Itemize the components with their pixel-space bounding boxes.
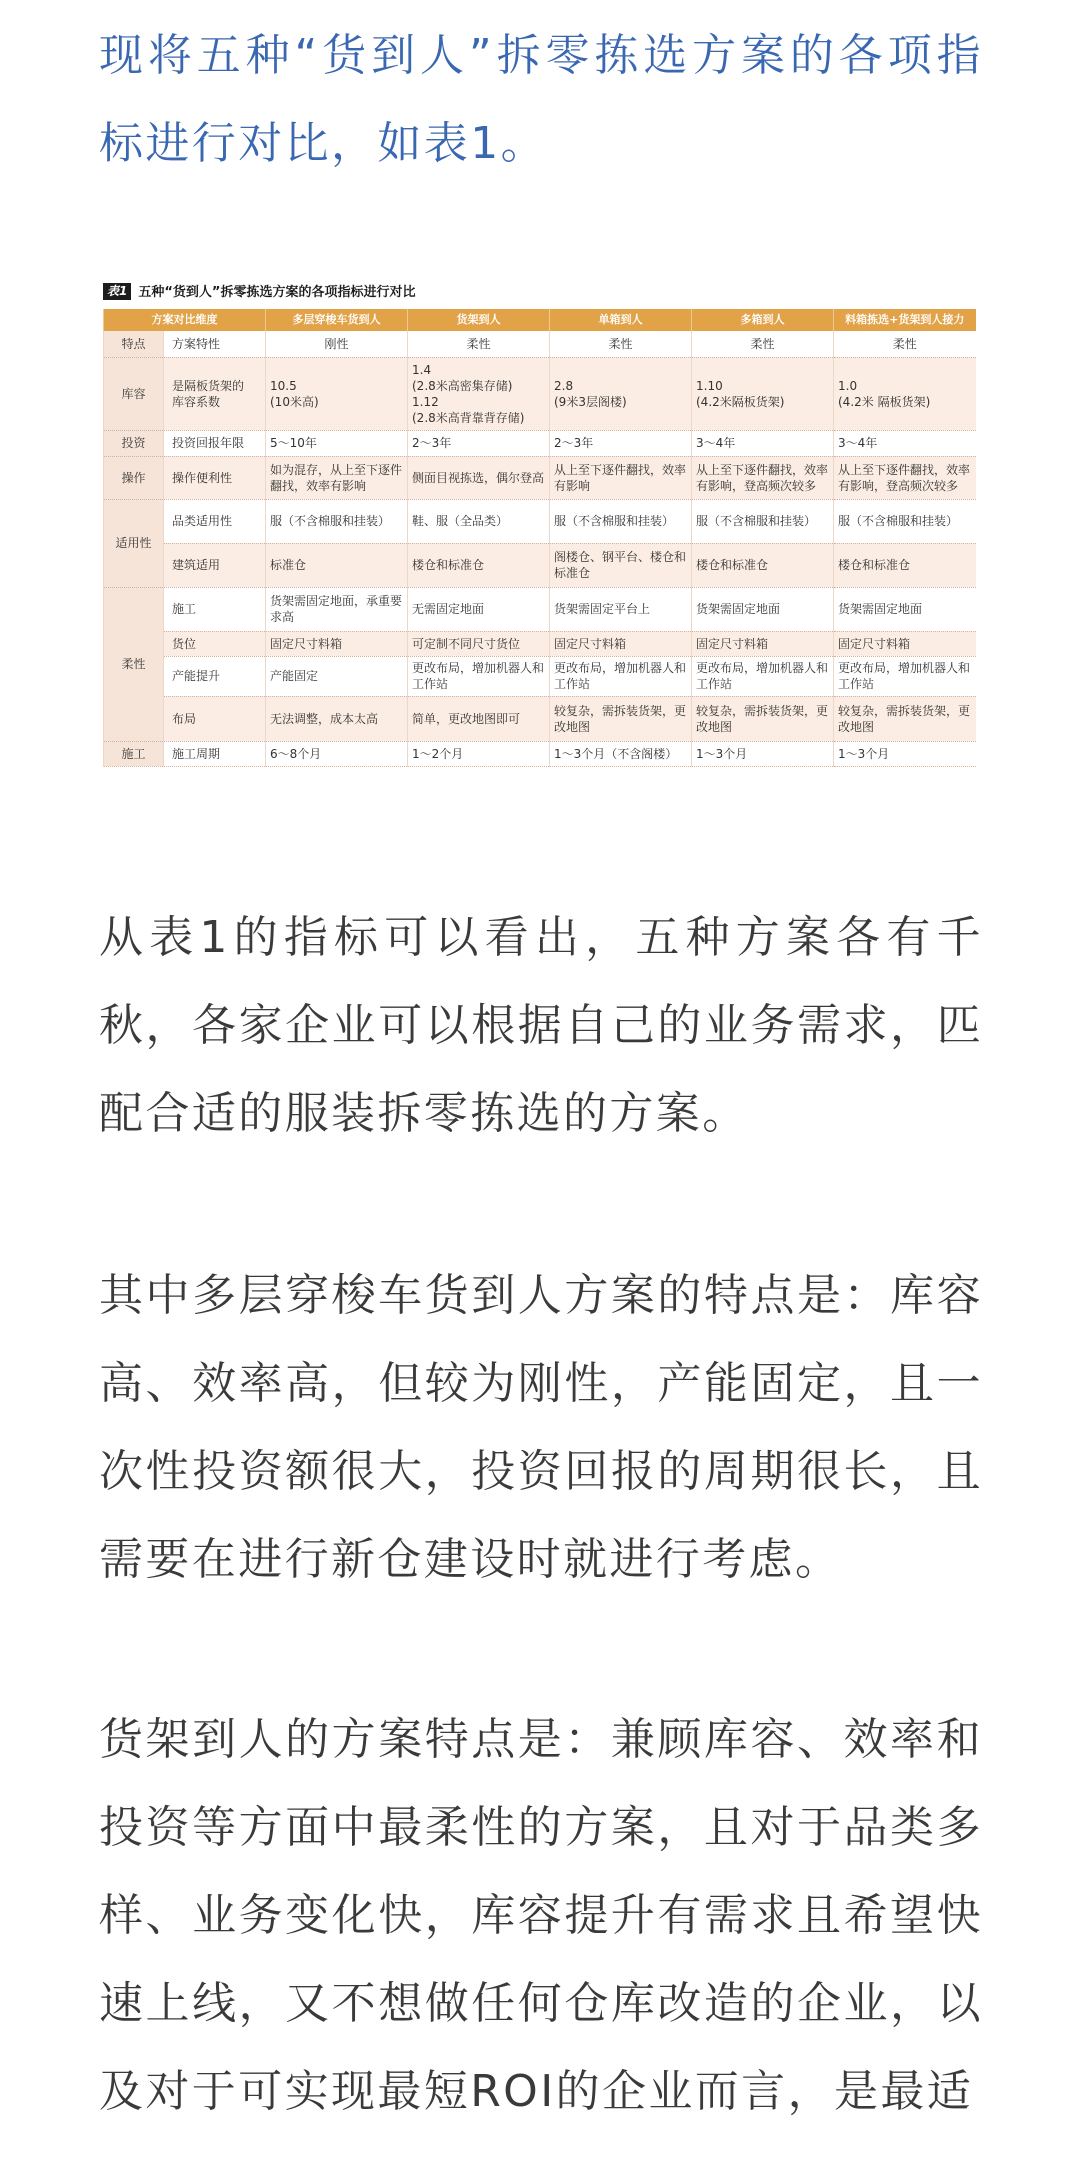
table-value-cell: 货架需固定平台上 (550, 587, 692, 631)
table-header-cell: 多箱到人 (692, 309, 834, 331)
table-value-cell: 2～3年 (408, 430, 550, 456)
table-header-cell: 货架到人 (408, 309, 550, 331)
table-dimension-cell: 操作 (104, 456, 164, 499)
table-item-cell: 投资回报年限 (164, 430, 266, 456)
table-item-cell: 施工 (164, 587, 266, 631)
table-row (104, 456, 976, 499)
table-value-cell: 较复杂，需拆装货架，更改地图 (692, 696, 834, 741)
table-header-cell: 单箱到人 (550, 309, 692, 331)
table-value-cell: 较复杂，需拆装货架，更改地图 (550, 696, 692, 741)
table-value-cell: 2～3年 (550, 430, 692, 456)
table-header-cell: 方案对比维度 (104, 309, 266, 331)
table-value-cell: 较复杂，需拆装货架，更改地图 (834, 696, 976, 741)
table-value-cell: 更改布局，增加机器人和工作站 (408, 656, 550, 696)
table-dimension-cell: 特点 (104, 331, 164, 357)
table-row (104, 587, 976, 631)
table-value-cell: 10.5 (10米高) (266, 357, 408, 430)
table-value-cell: 刚性 (266, 331, 408, 357)
table-value-cell: 服（不含棉服和挂装） (692, 499, 834, 543)
table-item-cell: 方案特性 (164, 331, 266, 357)
table-value-cell: 服（不含棉服和挂装） (550, 499, 692, 543)
table-item-cell: 货位 (164, 631, 266, 656)
table-value-cell: 5～10年 (266, 430, 408, 456)
table-value-cell: 柔性 (834, 331, 976, 357)
table-dimension-cell: 适用性 (104, 499, 164, 587)
table-value-cell: 固定尺寸料箱 (834, 631, 976, 656)
table-row (104, 499, 976, 543)
table-value-cell: 楼仓和标准仓 (834, 543, 976, 587)
table-value-cell: 固定尺寸料箱 (692, 631, 834, 656)
table-header-cell: 料箱拣选+货架到人接力 (834, 309, 976, 331)
table-row (104, 543, 976, 587)
table-value-cell: 1.10 (4.2米隔板货架) (692, 357, 834, 430)
table-dimension-cell: 库容 (104, 357, 164, 430)
table-value-cell: 楼仓和标准仓 (692, 543, 834, 587)
table-value-cell: 货架需固定地面 (834, 587, 976, 631)
table-value-cell: 简单，更改地图即可 (408, 696, 550, 741)
comparison-table (103, 309, 976, 767)
table-value-cell: 侧面目视拣选，偶尔登高 (408, 456, 550, 499)
table-value-cell: 3～4年 (834, 430, 976, 456)
table-item-cell: 产能提升 (164, 656, 266, 696)
table-value-cell: 从上至下逐件翻找，效率有影响，登高频次较多 (692, 456, 834, 499)
table-value-cell: 3～4年 (692, 430, 834, 456)
table-value-cell: 6～8个月 (266, 741, 408, 766)
table-value-cell: 产能固定 (266, 656, 408, 696)
body-paragraph: 货架到人的方案特点是：兼顾库容、效率和投资等方面中最柔性的方案，且对于品类多样、业务变化快，库容提升有需求且希望快速上线，又不想做任何仓库改造的企业，以及对于可实现最短ROI的企业而言，是最适 (99, 1713, 983, 2117)
table-value-cell: 1～2个月 (408, 741, 550, 766)
table-value-cell: 无需固定地面 (408, 587, 550, 631)
table-value-cell: 可定制不同尺寸货位 (408, 631, 550, 656)
table-value-cell: 1.0 (4.2米 隔板货架) (834, 357, 976, 430)
table-item-cell: 操作便利性 (164, 456, 266, 499)
table-item-cell: 是隔板货架的库容系数 (164, 357, 266, 430)
table-value-cell: 1～3个月 (834, 741, 976, 766)
body-paragraph: 从表1的指标可以看出，五种方案各有千秋，各家企业可以根据自己的业务需求，匹配合适的服装拆零拣选的方案。 (99, 911, 983, 1139)
table-value-cell: 阁楼仓、钢平台、楼仓和标准仓 (550, 543, 692, 587)
table-dimension-cell: 施工 (104, 741, 164, 766)
table-row (104, 430, 976, 456)
body-paragraph: 其中多层穿梭车货到人方案的特点是：库容高、效率高，但较为刚性，产能固定，且一次性投资额很大，投资回报的周期很长，且需要在进行新仓建设时就进行考虑。 (99, 1269, 983, 1585)
table-row (104, 357, 976, 430)
table-row (104, 696, 976, 741)
table-row (104, 331, 976, 357)
table-dimension-cell: 柔性 (104, 587, 164, 741)
table-value-cell: 固定尺寸料箱 (266, 631, 408, 656)
table-row (104, 741, 976, 766)
table-value-cell: 货架需固定地面 (692, 587, 834, 631)
table-header-cell: 多层穿梭车货到人 (266, 309, 408, 331)
table-value-cell: 楼仓和标准仓 (408, 543, 550, 587)
table-value-cell: 更改布局，增加机器人和工作站 (834, 656, 976, 696)
table-value-cell: 柔性 (408, 331, 550, 357)
table-value-cell: 柔性 (550, 331, 692, 357)
table-image[interactable] (103, 283, 975, 767)
table-row (104, 656, 976, 696)
table-item-cell: 品类适用性 (164, 499, 266, 543)
table-item-cell: 布局 (164, 696, 266, 741)
table-item-cell: 施工周期 (164, 741, 266, 766)
table-row (104, 631, 976, 656)
table-value-cell: 1～3个月（不含阁楼） (550, 741, 692, 766)
table-value-cell: 标准仓 (266, 543, 408, 587)
table-value-cell: 柔性 (692, 331, 834, 357)
table-item-cell: 建筑适用 (164, 543, 266, 587)
table-dimension-cell: 投资 (104, 430, 164, 456)
table-value-cell: 如为混存，从上至下逐件翻找，效率有影响 (266, 456, 408, 499)
table-value-cell: 服（不含棉服和挂装） (266, 499, 408, 543)
table-value-cell: 无法调整，成本太高 (266, 696, 408, 741)
intro-heading: 现将五种“货到人”拆零拣选方案的各项指标进行对比，如表1。 (99, 30, 983, 169)
table-value-cell: 1.4 (2.8米高密集存储) 1.12 (2.8米高背靠背存储) (408, 357, 550, 430)
table-value-cell: 1～3个月 (692, 741, 834, 766)
table-value-cell: 货架需固定地面，承重要求高 (266, 587, 408, 631)
table-value-cell: 2.8 (9米3层阁楼) (550, 357, 692, 430)
table-value-cell: 从上至下逐件翻找，效率有影响 (550, 456, 692, 499)
table-value-cell: 鞋、服（全品类） (408, 499, 550, 543)
table-title (103, 283, 975, 303)
table-value-cell: 固定尺寸料箱 (550, 631, 692, 656)
table-value-cell: 更改布局，增加机器人和工作站 (692, 656, 834, 696)
table-number-badge: 表1 (103, 283, 131, 300)
table-value-cell: 更改布局，增加机器人和工作站 (550, 656, 692, 696)
table-caption: 五种“货到人”拆零拣选方案的各项指标进行对比 (138, 285, 416, 300)
table-value-cell: 从上至下逐件翻找，效率有影响，登高频次较多 (834, 456, 976, 499)
table-value-cell: 服（不含棉服和挂装） (834, 499, 976, 543)
table-header-row (104, 309, 976, 331)
